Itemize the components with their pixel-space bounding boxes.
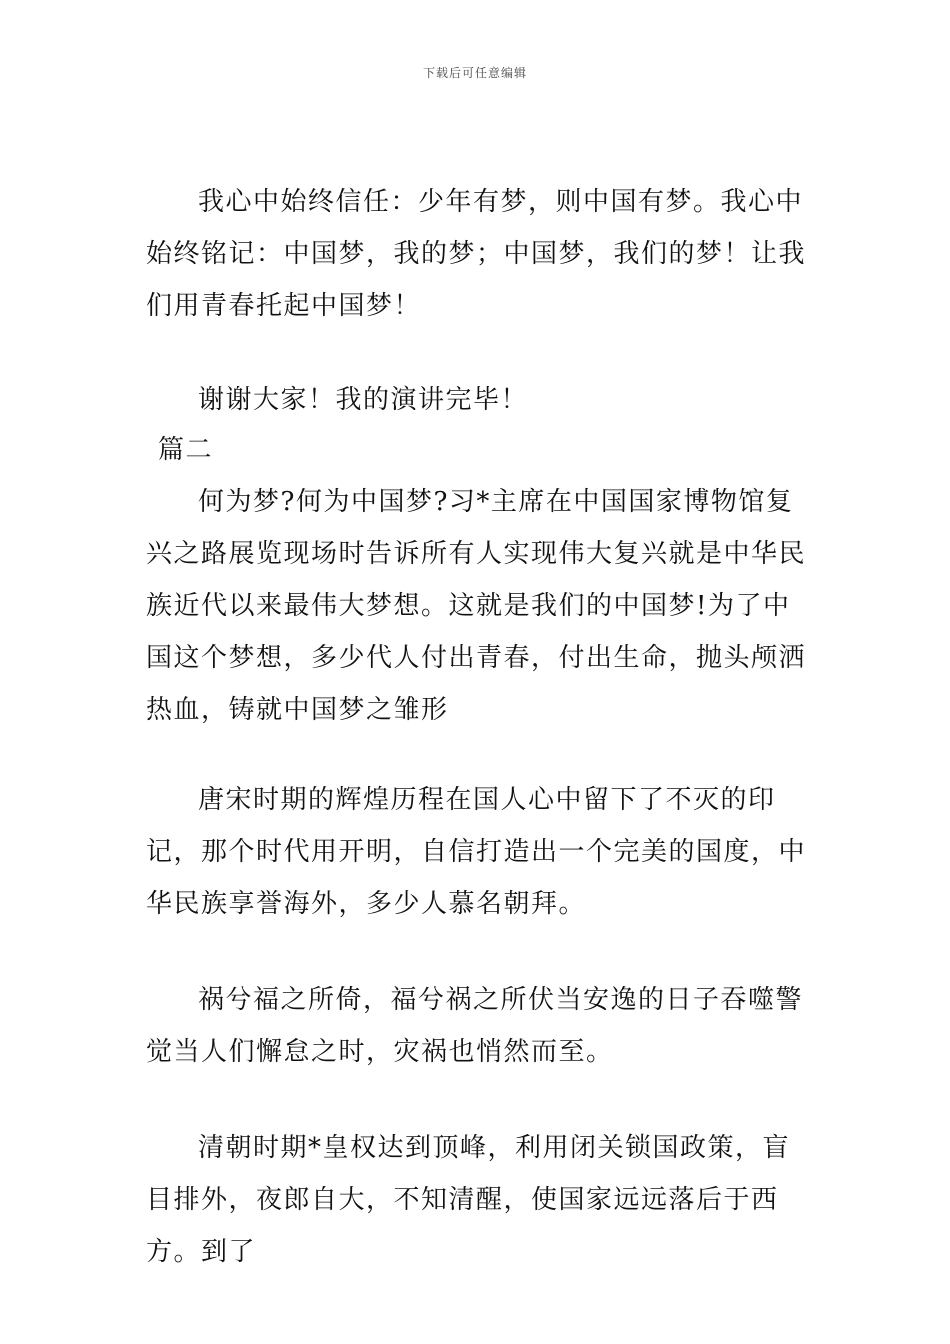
paragraph-1 — [146, 176, 816, 332]
paragraph-3-text: 何为梦?何为中国梦?习*主席在中国国家博物馆复兴之路展览现场时告诉所有人实现伟大复兴就是中华民族近代以来最伟大梦想。这就是我们的中国梦!为了中国这个梦想，多少代人付出青春，付出生命，抛头颅洒热血，铸就中国梦之雏形 — [146, 487, 807, 725]
page-header: 下载后可任意编辑 — [422, 66, 527, 80]
paragraph-3 — [146, 476, 816, 736]
paragraph-6-text: 清朝时期*皇权达到顶峰，利用闭关锁国政策，盲目排外，夜郎自大，不知清醒，使国家远远落后于西方。到了 — [146, 1133, 791, 1267]
section-title: 篇二 — [158, 435, 214, 465]
paragraph-6 — [146, 1122, 816, 1278]
paragraph-5 — [146, 974, 816, 1078]
paragraph-4-text: 唐宋时期的辉煌历程在国人心中留下了不灭的印记，那个时代用开明，自信打造出一个完美的国度，中华民族享誉海外，多少人慕名朝拜。 — [146, 785, 807, 919]
paragraph-5-text: 祸兮福之所倚，福兮祸之所伏当安逸的日子吞噬警觉当人们懈怠之时，灾祸也悄然而至。 — [146, 985, 804, 1067]
paragraph-2 — [146, 374, 816, 426]
paragraph-2-text: 谢谢大家！我的演讲完毕！ — [198, 385, 529, 415]
paragraph-4 — [146, 774, 816, 930]
paragraph-1-text: 我心中始终信任：少年有梦，则中国有梦。我心中始终铭记：中国梦，我的梦；中国梦，我们的梦！让我们用青春托起中国梦！ — [146, 187, 807, 321]
